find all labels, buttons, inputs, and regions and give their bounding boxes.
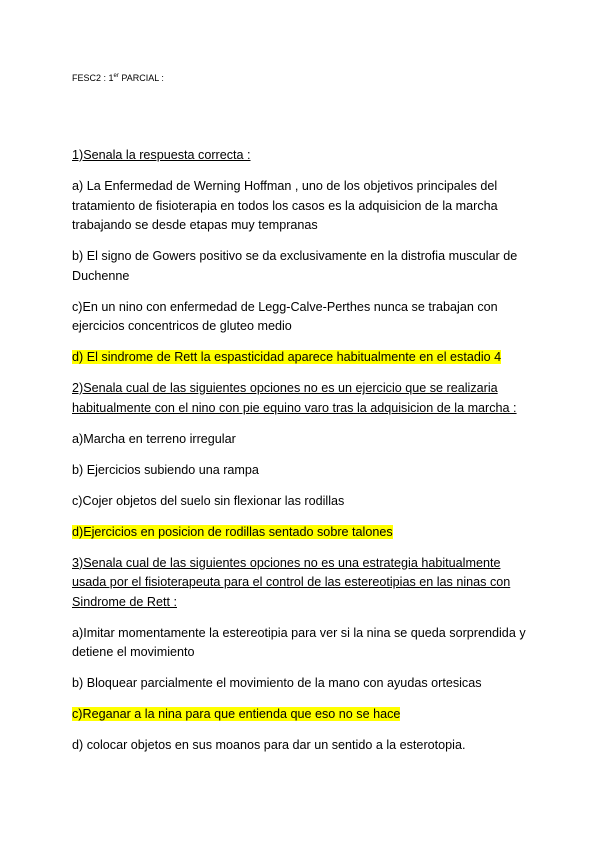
question-2-option-b: b) Ejercicios subiendo una rampa <box>72 462 259 477</box>
highlighted-answer: d)Ejercicios en posicion de rodillas sentado sobre talones <box>72 524 393 539</box>
question-1-option-d <box>72 348 532 368</box>
question-1-option-b: b) El signo de Gowers positivo se da exclusivamente en la distrofia muscular de Duchenne <box>72 249 518 283</box>
question-2-option-a: a)Marcha en terreno irregular <box>72 431 236 446</box>
question-2-title: 2)Senala cual de las siguientes opciones no es un ejercicio que se realizaria habitualmente con el nino con pie equino varo tras la adquisicion de la marcha : <box>72 381 517 415</box>
question-1-option-c: c)En un nino con enfermedad de Legg-Calve-Perthes nunca se trabajan con ejercicios concentricos de gluteo medio <box>72 299 498 333</box>
header-suffix: PARCIAL : <box>118 73 164 83</box>
question-1-title: 1)Senala la respuesta correcta : <box>72 148 251 162</box>
question-3-option-d: d) colocar objetos en sus moanos para dar un sentido a la esterotopia. <box>72 738 466 752</box>
question-3-option-a: a)Imitar momentamente la estereotipia para ver si la nina se queda sorprendida y detiene el movimiento <box>72 625 526 659</box>
header-superscript: er <box>113 73 119 79</box>
question-2-option-d <box>72 523 532 543</box>
exam-content <box>72 146 532 767</box>
highlighted-answer: c)Reganar a la nina para que entienda que eso no se hace <box>72 707 401 721</box>
highlighted-answer: d) El sindrome de Rett la espasticidad aparece habitualmente en el estadio 4 <box>72 350 502 364</box>
question-3-title: 3)Senala cual de las siguientes opciones no es una estrategia habitualmente usada por el fisioterapeuta para el control de las estereotipias en las ninas con Sindrome de Rett : <box>72 555 511 609</box>
question-3-option-c <box>72 705 532 725</box>
exam-header <box>72 72 164 84</box>
question-1-option-a: a) La Enfermedad de Werning Hoffman , uno de los objetivos principales del tratamiento de fisioterapia en todos los casos es la adquisicion de la marcha trabajando se desde etapas muy tempranas <box>72 179 498 232</box>
question-2-option-c: c)Cojer objetos del suelo sin flexionar las rodillas <box>72 493 345 508</box>
question-3-option-b: b) Bloquear parcialmente el movimiento de la mano con ayudas ortesicas <box>72 676 482 690</box>
header-prefix: FESC2 : 1 <box>72 73 114 83</box>
